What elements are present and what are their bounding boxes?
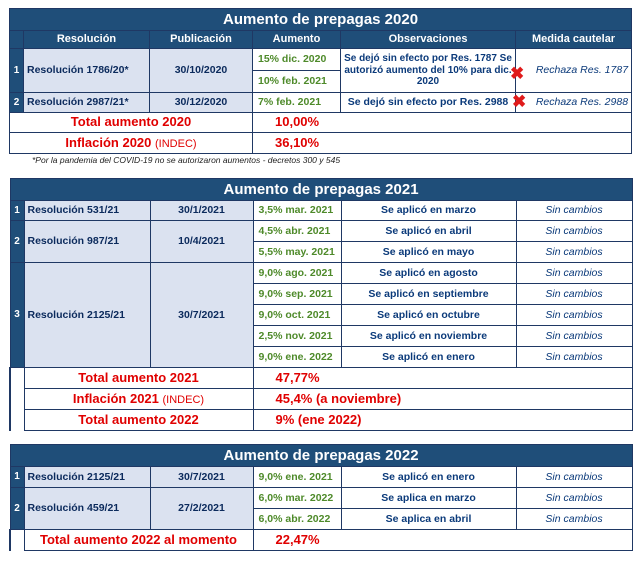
total-value: 22,47% <box>253 530 632 551</box>
table-2021 <box>9 178 633 431</box>
resolucion-cell: Resolución 459/21 <box>24 488 150 530</box>
observaciones-cell: Se aplicó en mayo <box>341 242 516 263</box>
header-aumento: Aumento <box>253 31 341 49</box>
red-x-mark-icon: ✖ <box>512 92 527 111</box>
medida-cell: Rechaza Res. 1787 <box>516 49 632 93</box>
aumento-cell: 9,0% sep. 2021 <box>253 284 341 305</box>
header-resolucion: Resolución <box>24 31 150 49</box>
aumento-cell: 15% dic. 2020 <box>253 49 341 71</box>
aumento-cell: 9,0% oct. 2021 <box>253 305 341 326</box>
aumento-cell: 3,5% mar. 2021 <box>253 201 341 221</box>
medida-cell: Sin cambios <box>516 284 632 305</box>
header-publicacion: Publicación <box>150 31 253 49</box>
aumento-cell: 10% feb. 2021 <box>253 71 341 93</box>
resolucion-cell: Resolución 987/21 <box>24 221 150 263</box>
table-title: Aumento de prepagas 2021 <box>10 179 632 201</box>
row-number: 2 <box>10 221 24 263</box>
observaciones-cell: Se dejó sin efecto por Res. 2988 <box>341 93 516 113</box>
observaciones-cell: Se aplicó en abril <box>341 221 516 242</box>
total-2022-value: 9% (ene 2022) <box>253 410 632 431</box>
publicacion-cell: 30/12/2020 <box>150 93 253 113</box>
aumento-cell: 6,0% mar. 2022 <box>253 488 341 509</box>
observaciones-cell: Se aplicó en marzo <box>341 201 516 221</box>
aumento-cell: 2,5% nov. 2021 <box>253 326 341 347</box>
publicacion-cell: 30/7/2021 <box>150 263 253 368</box>
medida-cell: Sin cambios <box>516 242 632 263</box>
red-x-mark-icon: ✖ <box>510 64 525 83</box>
row-number: 2 <box>10 93 24 113</box>
row-number: 1 <box>10 201 24 221</box>
resolucion-cell: Resolución 2987/21* <box>24 93 150 113</box>
observaciones-cell: Se aplica en marzo <box>341 488 516 509</box>
medida-cell: Sin cambios <box>516 221 632 242</box>
publicacion-cell: 27/2/2021 <box>150 488 253 530</box>
observaciones-cell: Se aplicó en agosto <box>341 263 516 284</box>
table-2022 <box>9 444 633 551</box>
inflation-label: Inflación 2021 (INDEC) <box>24 389 253 410</box>
aumento-cell: 4,5% abr. 2021 <box>253 221 341 242</box>
medida-cell: Sin cambios <box>516 263 632 284</box>
publicacion-cell: 30/7/2021 <box>150 467 253 488</box>
resolucion-cell: Resolución 2125/21 <box>24 467 150 488</box>
aumento-cell: 9,0% ene. 2022 <box>253 347 341 368</box>
total-2022-label: Total aumento 2022 <box>24 410 253 431</box>
table-title: Aumento de prepagas 2022 <box>10 445 632 467</box>
total-label: Total aumento 2022 al momento <box>24 530 253 551</box>
table-2020 <box>9 8 632 154</box>
header-medida-cautelar: Medida cautelar <box>516 31 632 49</box>
total-value: 10,00% <box>253 113 632 133</box>
resolucion-cell: Resolución 531/21 <box>24 201 150 221</box>
table-title: Aumento de prepagas 2020 <box>10 9 632 31</box>
observaciones-cell: Se aplicó en noviembre <box>341 326 516 347</box>
aumento-cell: 7% feb. 2021 <box>253 93 341 113</box>
total-value: 47,77% <box>253 368 632 389</box>
aumento-cell: 5,5% may. 2021 <box>253 242 341 263</box>
observaciones-cell: Se aplicó en septiembre <box>341 284 516 305</box>
inflation-value: 45,4% (a noviembre) <box>253 389 632 410</box>
inflation-label: Inflación 2020 (INDEC) <box>10 133 253 154</box>
publicacion-cell: 30/1/2021 <box>150 201 253 221</box>
medida-cell: Sin cambios <box>516 467 632 488</box>
total-label: Total aumento 2020 <box>10 113 253 133</box>
row-number: 3 <box>10 263 24 368</box>
observaciones-cell: Se dejó sin efecto por Res. 1787 Se autorizó aumento del 10% para dic. 2020 <box>341 49 516 93</box>
medida-cell: Rechaza Res. 2988 <box>516 93 632 113</box>
medida-cell: Sin cambios <box>516 488 632 509</box>
medida-cell: Sin cambios <box>516 201 632 221</box>
header-observaciones: Observaciones <box>341 31 516 49</box>
footnote: *Por la pandemia del COVID-19 no se autorizaron aumentos - decretos 300 y 545 <box>32 155 341 165</box>
aumento-cell: 6,0% abr. 2022 <box>253 509 341 530</box>
publicacion-cell: 30/10/2020 <box>150 49 253 93</box>
aumento-cell: 9,0% ago. 2021 <box>253 263 341 284</box>
row-number: 2 <box>10 488 24 530</box>
publicacion-cell: 10/4/2021 <box>150 221 253 263</box>
medida-cell: Sin cambios <box>516 305 632 326</box>
total-label: Total aumento 2021 <box>24 368 253 389</box>
inflation-value: 36,10% <box>253 133 632 154</box>
aumento-cell: 9,0% ene. 2021 <box>253 467 341 488</box>
observaciones-cell: Se aplicó en enero <box>341 347 516 368</box>
medida-cell: Sin cambios <box>516 509 632 530</box>
observaciones-cell: Se aplica en abril <box>341 509 516 530</box>
observaciones-cell: Se aplicó en enero <box>341 467 516 488</box>
resolucion-cell: Resolución 2125/21 <box>24 263 150 368</box>
medida-cell: Sin cambios <box>516 326 632 347</box>
observaciones-cell: Se aplicó en octubre <box>341 305 516 326</box>
medida-cell: Sin cambios <box>516 347 632 368</box>
resolucion-cell: Resolución 1786/20* <box>24 49 150 93</box>
row-number: 1 <box>10 49 24 93</box>
row-number: 1 <box>10 467 24 488</box>
